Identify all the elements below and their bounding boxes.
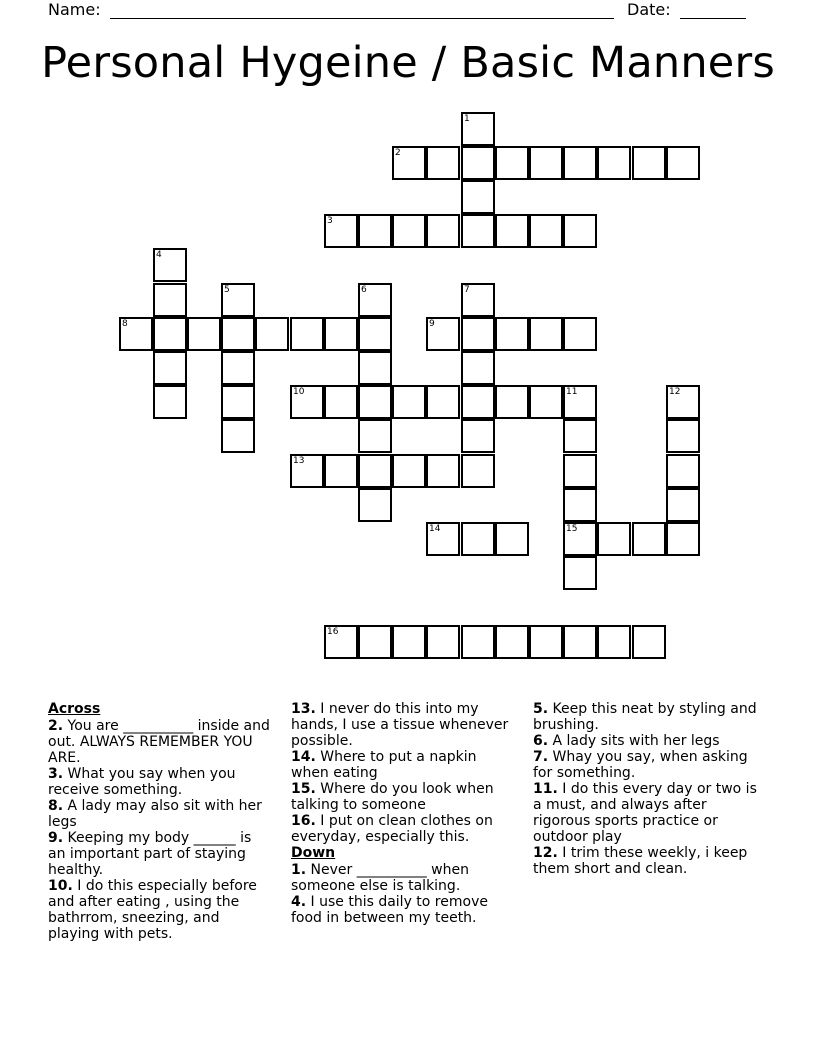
clue-number: 13 — [293, 456, 305, 466]
clue-number: 7 — [464, 285, 470, 295]
date-blank[interactable] — [680, 4, 746, 19]
grid-cell[interactable] — [597, 522, 631, 556]
grid-cell[interactable] — [563, 214, 597, 248]
grid-cell[interactable] — [597, 146, 631, 180]
name-line — [48, 0, 614, 19]
clue-number: 1 — [464, 114, 470, 124]
clues-column-1 — [48, 701, 270, 942]
grid-cell[interactable] — [358, 454, 392, 488]
clue-number: 11 — [566, 387, 578, 397]
clue-across-14: 14. Where to put a napkin when eating — [291, 749, 477, 781]
grid-cell[interactable] — [461, 214, 495, 248]
page-title: Personal Hygeine / Basic Manners — [41, 38, 775, 88]
clue-number: 9 — [429, 319, 435, 329]
grid-cell[interactable] — [221, 351, 255, 385]
grid-cell[interactable] — [461, 454, 495, 488]
grid-cell[interactable] — [563, 454, 597, 488]
clue-down-12: 12. I trim these weekly, i keep them short and clean. — [533, 845, 748, 877]
grid-cell[interactable] — [461, 180, 495, 214]
clue-number: 14 — [429, 524, 441, 534]
clue-down-1: 1. Never __________ when someone else is talking. — [291, 862, 469, 894]
grid-cell[interactable] — [290, 317, 324, 351]
grid-cell[interactable] — [563, 488, 597, 522]
grid-cell[interactable] — [666, 488, 700, 522]
clue-number: 8 — [122, 319, 128, 329]
grid-cell[interactable] — [529, 317, 563, 351]
grid-cell[interactable] — [324, 385, 358, 419]
grid-cell[interactable] — [495, 385, 529, 419]
grid-cell[interactable] — [153, 283, 187, 317]
grid-cell[interactable] — [461, 522, 495, 556]
grid-cell[interactable] — [461, 385, 495, 419]
clues-column-2 — [291, 701, 517, 926]
clue-across-15: 15. Where do you look when talking to someone — [291, 781, 494, 813]
grid-cell[interactable] — [392, 214, 426, 248]
clue-down-11: 11. I do this every day or two is a must, and always after rigorous sports practice or outdoor play — [533, 781, 757, 845]
grid-cell[interactable] — [529, 625, 563, 659]
grid-cell[interactable] — [563, 419, 597, 453]
date-line — [627, 0, 746, 19]
grid-cell[interactable] — [666, 419, 700, 453]
grid-cell[interactable] — [666, 522, 700, 556]
clue-down-4: 4. I use this daily to remove food in between my teeth. — [291, 894, 488, 926]
grid-cell[interactable] — [324, 317, 358, 351]
grid-cell[interactable] — [392, 385, 426, 419]
grid-cell[interactable] — [426, 385, 460, 419]
grid-cell[interactable] — [461, 625, 495, 659]
grid-cell[interactable] — [597, 625, 631, 659]
grid-cell[interactable] — [358, 351, 392, 385]
clue-across-8: 8. A lady may also sit with her legs — [48, 798, 262, 830]
clue-across-10: 10. I do this especially before and after eating , using the bathrrom, sneezing, and playing with pets. — [48, 878, 257, 942]
grid-cell[interactable] — [358, 488, 392, 522]
name-label: Name: — [48, 0, 101, 19]
clue-across-9: 9. Keeping my body ______ is an important part of staying healthy. — [48, 830, 252, 878]
grid-cell[interactable] — [358, 214, 392, 248]
grid-cell[interactable] — [358, 317, 392, 351]
clue-number: 3 — [327, 216, 333, 226]
grid-cell[interactable] — [632, 146, 666, 180]
grid-cell[interactable] — [529, 385, 563, 419]
grid-cell[interactable] — [495, 214, 529, 248]
grid-cell[interactable] — [153, 385, 187, 419]
grid-cell[interactable] — [495, 625, 529, 659]
grid-cell[interactable] — [461, 351, 495, 385]
clue-down-6: 6. A lady sits with her legs — [533, 733, 720, 749]
grid-cell[interactable] — [495, 317, 529, 351]
grid-cell[interactable] — [529, 214, 563, 248]
grid-cell[interactable] — [563, 146, 597, 180]
name-blank[interactable] — [110, 4, 614, 19]
grid-cell[interactable] — [632, 522, 666, 556]
down-header: Down — [291, 845, 336, 861]
grid-cell[interactable] — [221, 317, 255, 351]
clue-across-16: 16. I put on clean clothes on everyday, especially this. — [291, 813, 493, 845]
clue-across-13: 13. I never do this into my hands, I use a tissue whenever possible. — [291, 701, 509, 749]
grid-cell[interactable] — [153, 351, 187, 385]
grid-cell[interactable] — [529, 146, 563, 180]
across-header: Across — [48, 701, 101, 717]
grid-cell[interactable] — [187, 317, 221, 351]
clue-across-3: 3. What you say when you receive something. — [48, 766, 236, 798]
grid-cell[interactable] — [358, 385, 392, 419]
clue-down-7: 7. Whay you say, when asking for something. — [533, 749, 748, 781]
clue-number: 15 — [566, 524, 578, 534]
grid-cell[interactable] — [495, 522, 529, 556]
grid-cell[interactable] — [221, 385, 255, 419]
grid-cell[interactable] — [495, 146, 529, 180]
clues-column-3 — [533, 701, 761, 877]
grid-cell[interactable] — [358, 419, 392, 453]
grid-cell[interactable] — [426, 214, 460, 248]
date-label: Date: — [627, 0, 671, 19]
grid-cell[interactable] — [324, 454, 358, 488]
grid-cell[interactable] — [221, 419, 255, 453]
clue-number: 2 — [395, 148, 401, 158]
grid-cell[interactable] — [563, 556, 597, 590]
clue-number: 6 — [361, 285, 367, 295]
clue-down-5: 5. Keep this neat by styling and brushing. — [533, 701, 757, 733]
grid-cell[interactable] — [666, 146, 700, 180]
grid-cell[interactable] — [563, 317, 597, 351]
grid-cell[interactable] — [358, 625, 392, 659]
grid-cell[interactable] — [666, 454, 700, 488]
grid-cell[interactable] — [461, 317, 495, 351]
grid-cell[interactable] — [153, 317, 187, 351]
clue-number: 12 — [669, 387, 681, 397]
grid-cell[interactable] — [426, 454, 460, 488]
grid-cell[interactable] — [426, 625, 460, 659]
clue-number: 10 — [293, 387, 305, 397]
clue-number: 16 — [327, 627, 339, 637]
grid-cell[interactable] — [461, 419, 495, 453]
clue-number: 5 — [224, 285, 230, 295]
grid-cell[interactable] — [392, 625, 426, 659]
grid-cell[interactable] — [392, 454, 426, 488]
grid-cell[interactable] — [426, 146, 460, 180]
grid-cell[interactable] — [461, 146, 495, 180]
clue-across-2: 2. You are __________ inside and out. ALWAYS REMEMBER YOU ARE. — [48, 718, 270, 766]
clue-number: 4 — [156, 250, 162, 260]
grid-cell[interactable] — [632, 625, 666, 659]
grid-cell[interactable] — [563, 625, 597, 659]
grid-cell[interactable] — [255, 317, 289, 351]
